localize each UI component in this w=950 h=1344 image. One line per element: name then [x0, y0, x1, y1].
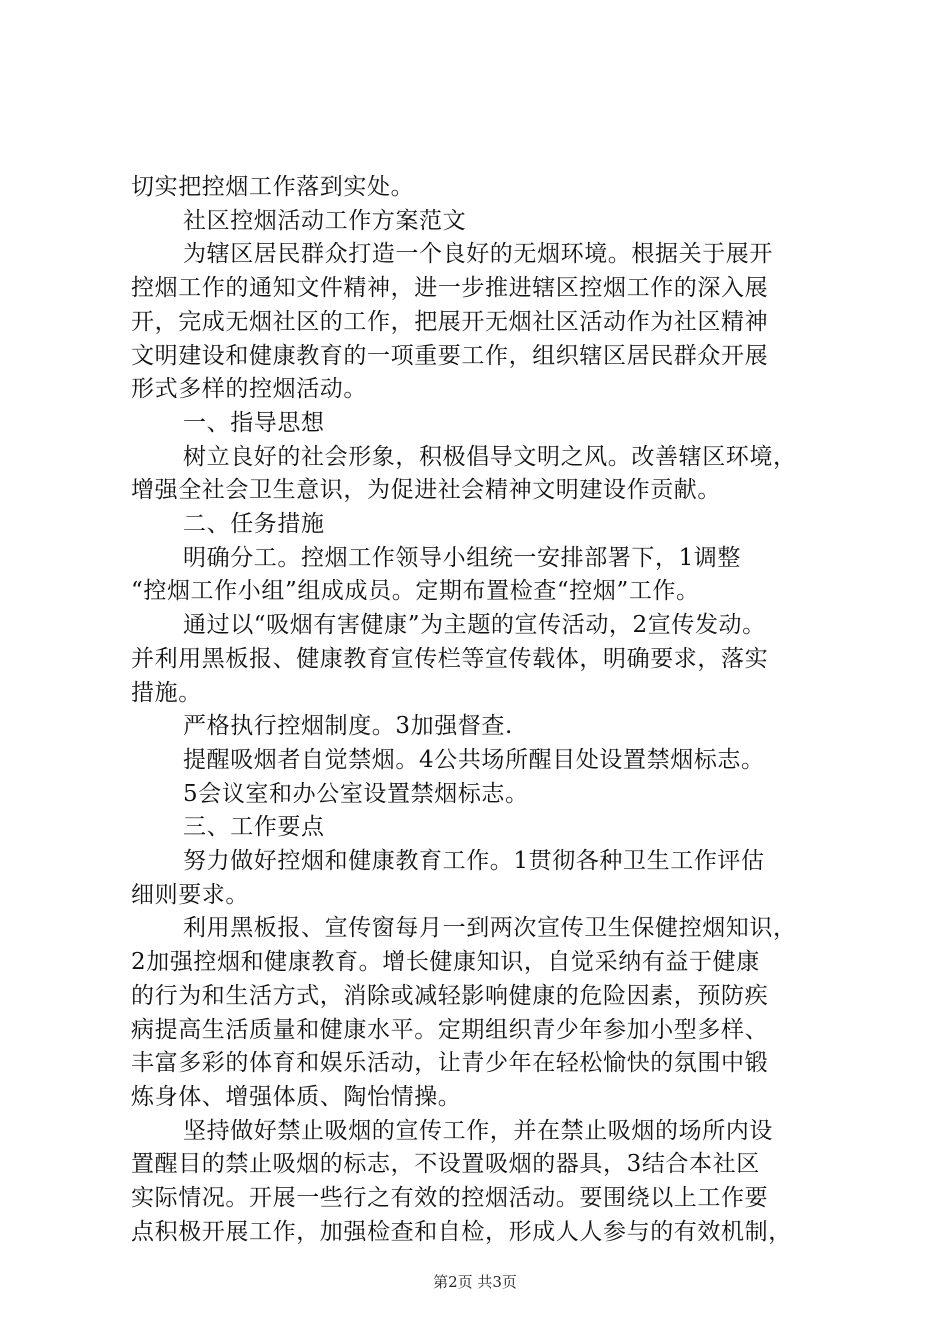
- text-line: 5会议室和办公室设置禁烟标志。: [183, 780, 529, 807]
- text-line: “控烟工作小组”组成成员。定期布置检查“控烟”工作。: [131, 578, 700, 605]
- text-line: 控烟工作的通知文件精神，进一步推进辖区控烟工作的深入展: [131, 275, 769, 302]
- text-line: 利用黑板报、宣传窗每月一到两次宣传卫生保健控烟知识，: [183, 915, 797, 942]
- text-line: 并利用黑板报、健康教育宣传栏等宣传载体，明确要求，落实: [131, 645, 769, 672]
- text-line: 点积极开展工作，加强检查和自检，形成人人参与的有效机制，: [131, 1218, 792, 1245]
- text-line: 形式多样的控烟活动。: [131, 376, 367, 403]
- text-line: 病提高生活质量和健康水平。定期组织青少年参加小型多样、: [131, 1016, 769, 1043]
- text-line: 增强全社会卫生意识，为促进社会精神文明建设作贡献。: [131, 477, 721, 504]
- text-line: 努力做好控烟和健康教育工作。1贯彻各种卫生工作评估: [183, 848, 765, 874]
- text-line: 坚持做好禁止吸烟的宣传工作，并在禁止吸烟的场所内设: [183, 1117, 773, 1144]
- text-line: 为辖区居民群众打造一个良好的无烟环境。根据关于展开: [183, 241, 773, 268]
- text-line: 开，完成无烟社区的工作，把展开无烟社区活动作为社区精神: [131, 308, 769, 335]
- text-line: 文明建设和健康教育的一项重要工作，组织辖区居民群众开展: [131, 342, 769, 369]
- text-line: 的行为和生活方式，消除或减轻影响健康的危险因素，预防疾: [131, 982, 769, 1009]
- text-line: 实际情况。开展一些行之有效的控烟活动。要围绕以上工作要: [131, 1185, 769, 1211]
- text-line: 切实把控烟工作落到实处。: [131, 174, 415, 200]
- text-line: 一、指导思想: [183, 409, 325, 436]
- text-line: 社区控烟活动工作方案范文: [183, 207, 467, 234]
- text-line: 措施。: [131, 679, 202, 706]
- text-line: 细则要求。: [131, 881, 249, 908]
- text-line: 二、任务措施: [183, 511, 325, 537]
- text-line: 置醒目的禁止吸烟的标志，不设置吸烟的器具，3结合本社区: [131, 1151, 760, 1178]
- text-line: 通过以“吸烟有害健康”为主题的宣传活动，2宣传发动。: [183, 612, 766, 639]
- page-footer: 第2页 共3页: [433, 1273, 517, 1291]
- text-line: 提醒吸烟者自觉禁烟。4公共场所醒目处设置禁烟标志。: [183, 746, 765, 773]
- text-line: 严格执行控烟制度。3加强督查.: [183, 713, 513, 740]
- text-line: 明确分工。控烟工作领导小组统一安排部署下，1调整: [183, 544, 742, 571]
- text-line: 丰富多彩的体育和娱乐活动，让青少年在轻松愉快的氛围中锻: [131, 1050, 769, 1077]
- text-line: 树立良好的社会形象，积极倡导文明之风。改善辖区环境，: [183, 443, 797, 470]
- text-line: 炼身体、增强体质、陶怡情操。: [131, 1083, 462, 1110]
- text-line: 2加强控烟和健康教育。增长健康知识，自觉采纳有益于健康: [131, 949, 760, 976]
- text-line: 三、工作要点: [183, 814, 325, 841]
